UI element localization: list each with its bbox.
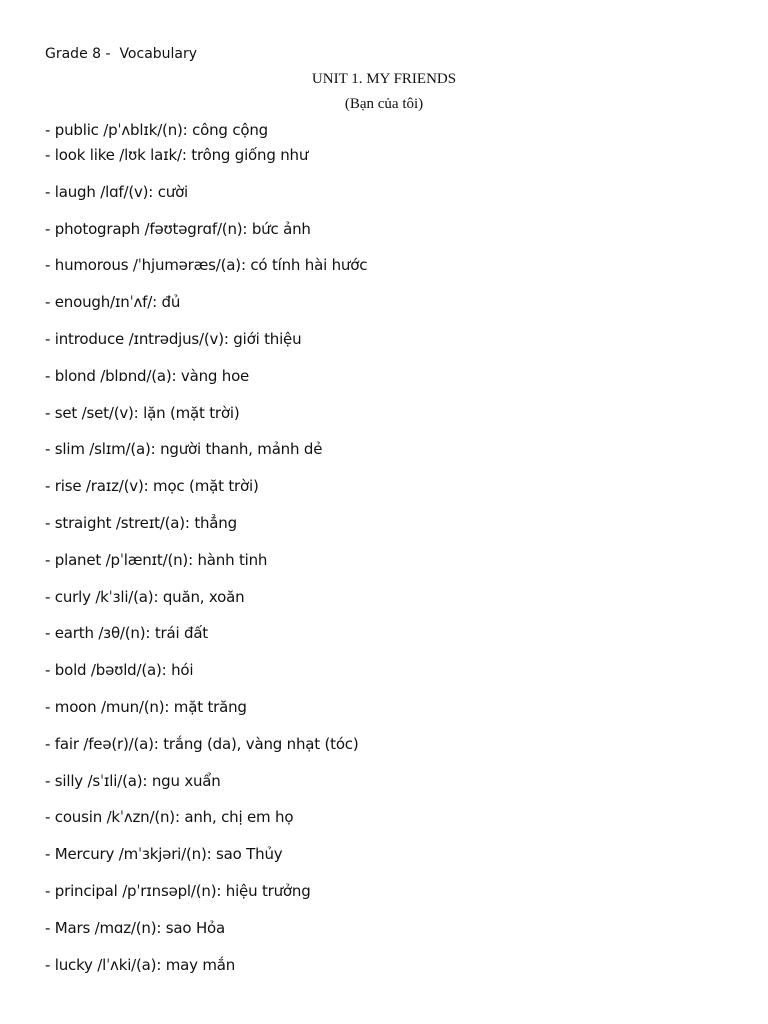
vocab-item: - photograph /fəʊtəgrɑf/(n): bức ảnh — [45, 219, 311, 238]
vocab-item: - introduce /ɪntrədjus/(v): giới thiệu — [45, 329, 302, 348]
vocab-item: - bold /bəʊld/(a): hói — [45, 661, 194, 680]
grade-heading: Grade 8 - Vocabulary — [45, 46, 198, 62]
vocab-item: - lucky /lˈʌki/(a): may mắn — [45, 955, 236, 974]
unit-title-text: UNIT 1. MY FRIENDS — [311, 71, 457, 87]
vocab-item: - slim /slɪm/(a): người thanh, mảnh dẻ — [45, 440, 323, 459]
vocab-item: - laugh /lɑf/(v): cười — [45, 182, 189, 201]
vocab-item: - principal /pˈrɪnsəpl/(n): hiệu trưởng — [45, 881, 311, 900]
vocab-item: - straight /streɪt/(a): thẳng — [45, 513, 237, 532]
vocab-item: - look like /lʊk laɪk/: trông giống như — [45, 146, 309, 164]
vocab-item: - humorous /ˈhjuməræs/(a): có tính hài hước — [45, 256, 368, 275]
unit-subtitle — [0, 96, 768, 113]
vocab-item: - set /set/(v): lặn (mặt trời) — [45, 403, 240, 422]
vocab-item: - rise /raɪz/(v): mọc (mặt trời) — [45, 477, 259, 496]
vocab-item: - curly /kˈɜli/(a): quăn, xoăn — [45, 587, 245, 606]
vocab-item: - silly /sˈɪli/(a): ngu xuẩn — [45, 771, 221, 790]
vocab-item: - blond /blɒnd/(a): vàng hoe — [45, 366, 250, 385]
unit-subtitle-text: (Bạn của tôi) — [344, 96, 424, 112]
vocab-item: - Mercury /mˈɜkjəri/(n): sao Thủy — [45, 845, 283, 864]
vocab-item: - moon /mun/(n): mặt trăng — [45, 697, 247, 716]
vocab-item: - planet /pˈlænɪt/(n): hành tinh — [45, 550, 268, 569]
vocab-item: - enough/ɪnˈʌf/: đủ — [45, 293, 181, 312]
vocabulary-list — [45, 120, 367, 991]
vocab-item: - earth /ɜθ/(n): trái đất — [45, 624, 208, 643]
vocab-item: - cousin /kˈʌzn/(n): anh, chị em họ — [45, 808, 294, 827]
vocab-item: - public /pˈʌblɪk/(n): công cộng — [45, 121, 268, 139]
vocab-item: - Mars /mɑz/(n): sao Hỏa — [45, 918, 226, 937]
vocab-item: - fair /feə(r)/(a): trắng (da), vàng nhạt (tóc) — [45, 734, 359, 753]
unit-title — [0, 71, 768, 88]
